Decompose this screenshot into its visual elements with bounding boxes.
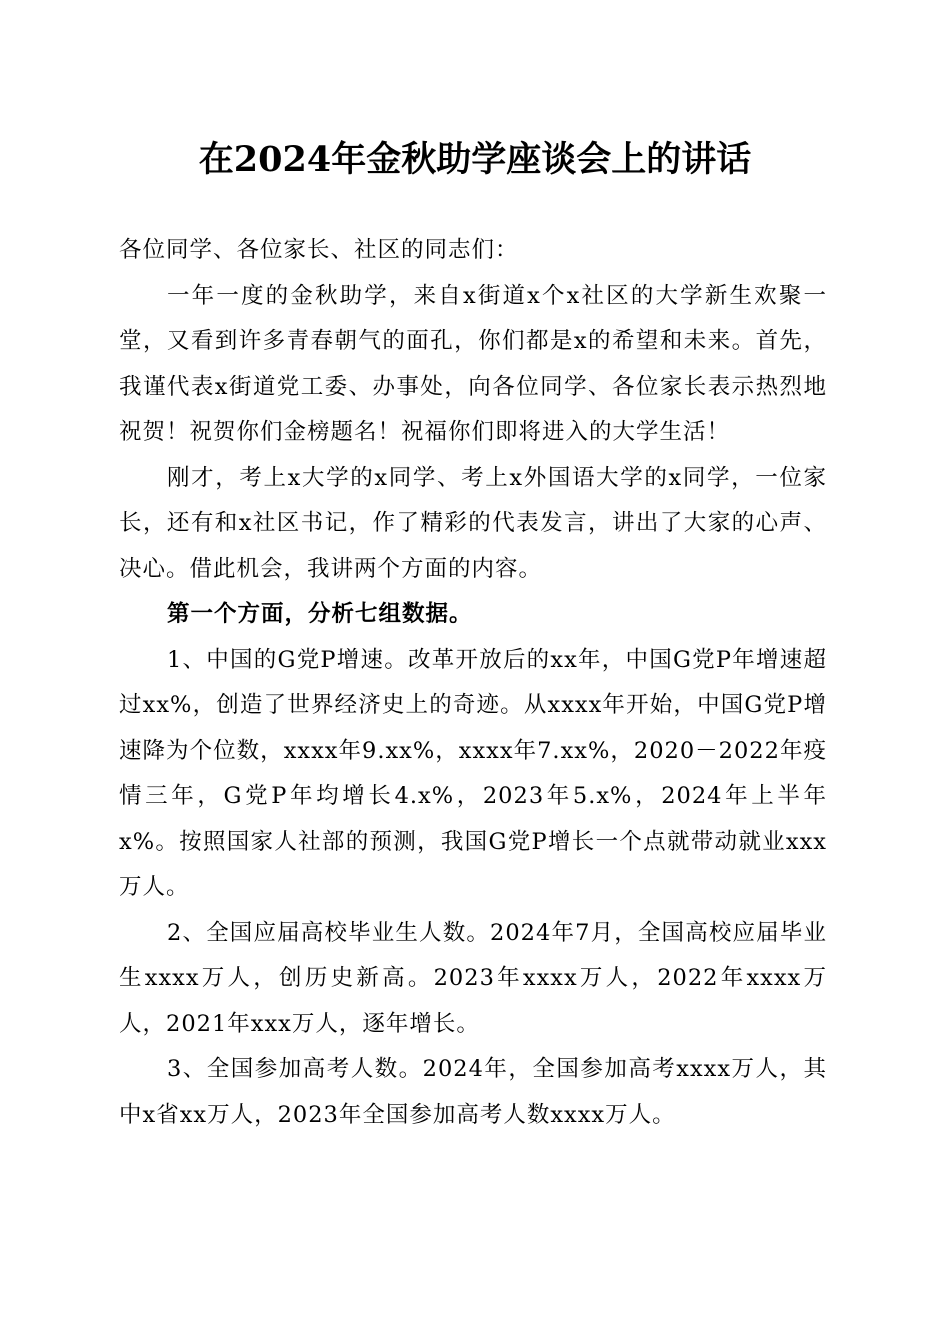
paragraph-opening: 一年一度的金秋助学，来自x街道x个x社区的大学新生欢聚一堂，又看到许多青春朝气的面孔，你们都是x的希望和未来。首先，我谨代表x街道党工委、办事处，向各位同学、各位家长表示热烈地祝贺！祝贺你们金榜题名！祝福你们即将进入的大学生活！: [119, 282, 827, 445]
section-heading: 第一个方面，分析七组数据。: [167, 601, 473, 627]
page-title: 在2024年金秋助学座谈会上的讲话: [198, 139, 752, 180]
salutation: 各位同学、各位家长、社区的同志们：: [119, 237, 519, 263]
speech-body: [119, 228, 827, 1138]
paragraph-item-2: 2、全国应届高校毕业生人数。2024年7月，全国高校应届毕业生xxxx万人，创历史新高。2023年xxxx万人，2022年xxxx万人，2021年xxx万人，逐年增长。: [119, 919, 827, 1037]
paragraph-item-3: 3、全国参加高考人数。2024年，全国参加高考xxxx万人，其中x省xx万人，2023年全国参加高考人数xxxx万人。: [119, 1056, 827, 1128]
paragraph-item-1: 1、中国的G党P增速。改革开放后的xx年，中国G党P年增速超过xx%，创造了世界经济史上的奇迹。从xxxx年开始，中国G党P增速降为个位数，xxxx年9.xx%，xxxx年7.xx%，2020－2022年疫情三年，G党P年均增长4.x%，2023年5.x%，2024年上半年x%。按照国家人社部的预测，我国G党P增长一个点就带动就业xxx万人。: [119, 646, 827, 900]
paragraph-intro: 刚才，考上x大学的x同学、考上x外国语大学的x同学，一位家长，还有和x社区书记，作了精彩的代表发言，讲出了大家的心声、决心。借此机会，我讲两个方面的内容。: [119, 464, 827, 582]
